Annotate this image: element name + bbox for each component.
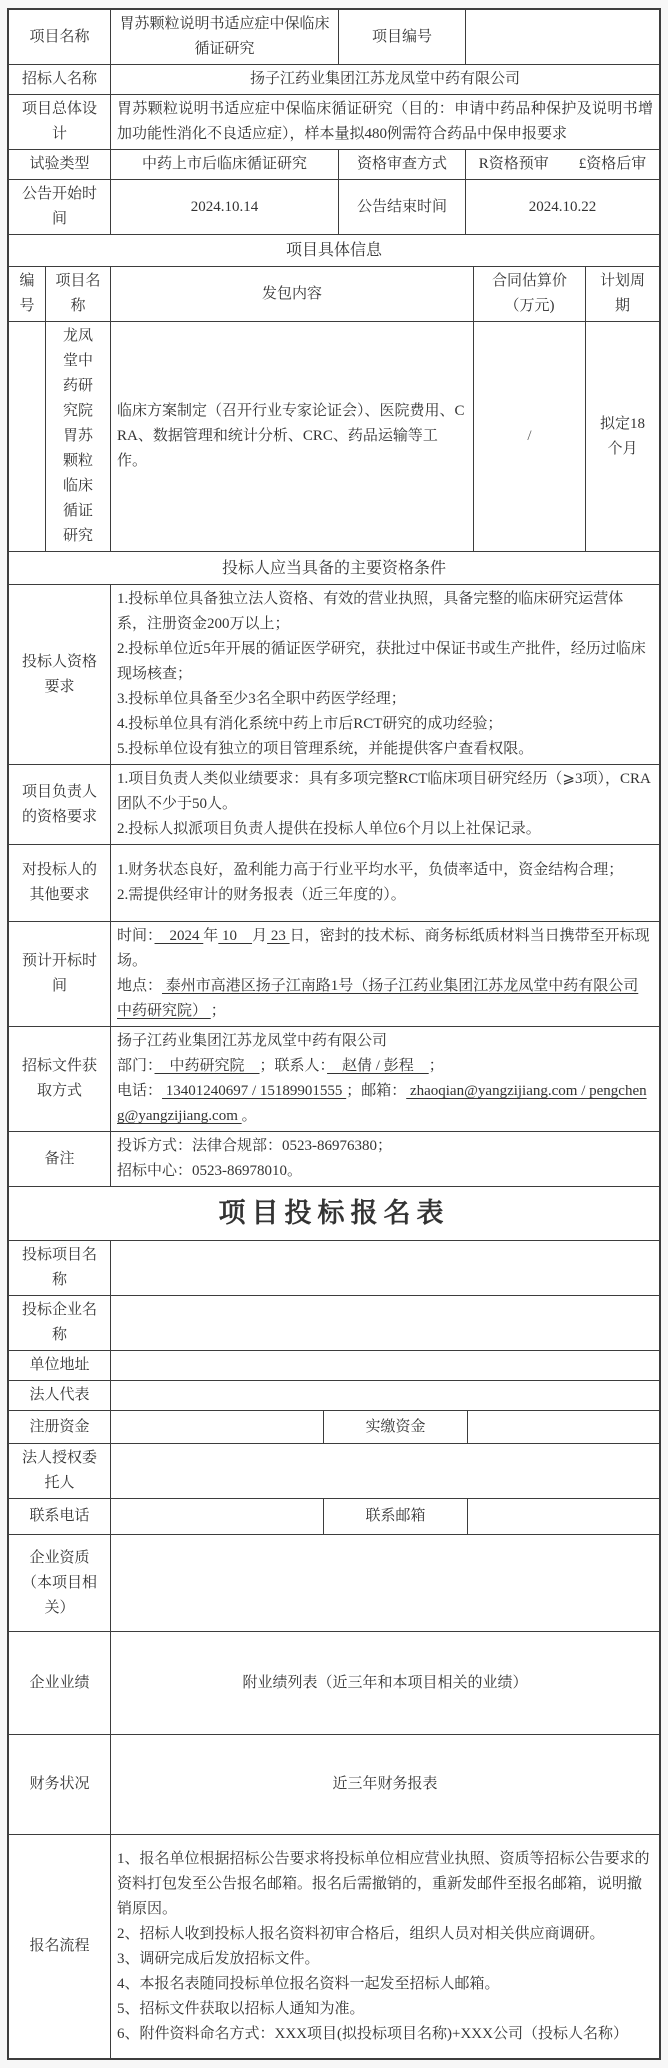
remark-item: 投诉方式：法律合规部：0523-86976380； bbox=[117, 1138, 392, 1154]
row-detail-header bbox=[9, 267, 660, 322]
row-project-name bbox=[9, 10, 660, 65]
qualification-table bbox=[8, 551, 660, 1411]
doc-obtain-contact: 电话： 13401240697 / 15189901555 ；邮箱： zhaoqian@yangzijiang.com / pengcheng@yangzijiang.com 。 bbox=[117, 1083, 647, 1124]
authorized-label: 法人授权委托人 bbox=[9, 1444, 111, 1499]
finance-value: 近三年财务报表 bbox=[111, 1735, 660, 1835]
other-req-label: 对投标人的其他要求 bbox=[9, 845, 111, 922]
process-label: 报名流程 bbox=[9, 1835, 111, 2059]
doc-obtain-label: 招标文件获取方式 bbox=[9, 1027, 111, 1132]
remark-value bbox=[111, 1132, 660, 1187]
design-label: 项目总体设计 bbox=[9, 95, 111, 150]
row-notice-period bbox=[9, 180, 660, 235]
notice-start-value: 2024.10.14 bbox=[111, 180, 339, 235]
row-detail-banner bbox=[9, 235, 660, 267]
project-no-label: 项目编号 bbox=[339, 10, 466, 65]
phone-value bbox=[111, 1499, 324, 1535]
bidder-qual-item: 3.投标单位具备至少3名全职中药医学经理； bbox=[117, 691, 406, 707]
contact-table bbox=[8, 1498, 660, 1535]
row-signup-title bbox=[9, 1187, 660, 1241]
other-req-value bbox=[111, 845, 660, 922]
col-header-price: 合同估算价（万元) bbox=[474, 267, 586, 322]
detail-content: 临床方案制定（召开行业专家论证会）、医院费用、CRA、数据管理和统计分析、CRC、药品运输等工作。 bbox=[111, 322, 474, 552]
company-qualification-label: 企业资质（本项目相关） bbox=[9, 1535, 111, 1632]
detail-no bbox=[9, 322, 46, 552]
row-other-requirements bbox=[9, 845, 660, 922]
doc-obtain-value bbox=[111, 1027, 660, 1132]
row-qual-banner bbox=[9, 552, 660, 585]
bidder-qual-item: 4.投标单位具有消化系统中药上市后RCT研究的成功经验； bbox=[117, 716, 503, 732]
row-bid-company bbox=[9, 1296, 660, 1351]
detail-price: / bbox=[474, 322, 586, 552]
bidder-qual-value bbox=[111, 585, 660, 765]
paid-capital-value bbox=[468, 1411, 660, 1444]
process-item: 5、招标文件获取以招标人通知为准。 bbox=[117, 2000, 365, 2017]
authorized-table bbox=[8, 1443, 660, 1499]
row-process bbox=[9, 1835, 660, 2059]
pm-qual-value bbox=[111, 765, 660, 845]
paid-capital-label: 实缴资金 bbox=[324, 1411, 468, 1444]
tenderer-value: 扬子江药业集团江苏龙凤堂中药有限公司 bbox=[111, 65, 660, 95]
email-label: 联系邮箱 bbox=[324, 1499, 468, 1535]
row-capital bbox=[9, 1411, 660, 1444]
process-item: 3、调研完成后发放招标文件。 bbox=[117, 1950, 320, 1967]
finance-label: 财务状况 bbox=[9, 1735, 111, 1835]
col-header-no: 编号 bbox=[9, 267, 46, 322]
row-doc-obtain bbox=[9, 1027, 660, 1132]
notice-start-label: 公告开始时间 bbox=[9, 180, 111, 235]
qual-banner: 投标人应当具备的主要资格条件 bbox=[9, 552, 660, 585]
remark-label: 备注 bbox=[9, 1132, 111, 1187]
row-bid-project bbox=[9, 1241, 660, 1296]
row-contact bbox=[9, 1499, 660, 1535]
authorized-value bbox=[111, 1444, 660, 1499]
row-legal-rep bbox=[9, 1381, 660, 1411]
bidder-qual-item: 2.投标单位近5年开展的循证医学研究，获批过中保证书或生产批件，经历过临床现场核查； bbox=[117, 641, 646, 682]
email-value bbox=[468, 1499, 660, 1535]
legal-rep-value bbox=[111, 1381, 660, 1411]
bidder-qual-label: 投标人资格要求 bbox=[9, 585, 111, 765]
row-trial-type bbox=[9, 150, 660, 180]
performance-label: 企业业绩 bbox=[9, 1632, 111, 1735]
col-header-name: 项目名称 bbox=[46, 267, 111, 322]
detail-period: 拟定18个月 bbox=[586, 322, 660, 552]
bid-opening-label: 预计开标时间 bbox=[9, 922, 111, 1027]
pm-qual-item: 2.投标人拟派项目负责人提供在投标人单位6个月以上社保记录。 bbox=[117, 821, 541, 837]
doc-obtain-dept: 部门： 中药研究院 ；联系人： 赵倩 / 彭程 ； bbox=[117, 1058, 444, 1074]
project-no-value bbox=[466, 10, 660, 65]
bid-company-label: 投标企业名称 bbox=[9, 1296, 111, 1351]
address-value bbox=[111, 1351, 660, 1381]
project-info-table bbox=[8, 9, 660, 235]
row-design bbox=[9, 95, 660, 150]
performance-value: 附业绩列表（近三年和本项目相关的业绩） bbox=[111, 1632, 660, 1735]
process-item: 1、报名单位根据招标公告要求将投标单位相应营业执照、资质等招标公告要求的资料打包发至公告报名邮箱。报名后需撤销的，重新发邮件至报名邮箱，说明撤销原因。 bbox=[117, 1850, 650, 1917]
row-bidder-qualification bbox=[9, 585, 660, 765]
detail-section-title: 项目具体信息 bbox=[9, 235, 660, 267]
col-header-period: 计划周期 bbox=[586, 267, 660, 322]
legal-rep-label: 法人代表 bbox=[9, 1381, 111, 1411]
project-name-value: 胃苏颗粒说明书适应症中保临床循证研究 bbox=[111, 10, 339, 65]
review-label: 资格审查方式 bbox=[339, 150, 466, 180]
row-detail-data bbox=[9, 322, 660, 552]
remark-item: 招标中心：0523-86978010。 bbox=[117, 1163, 302, 1179]
detail-name: 龙凤堂中药研究院胃苏颗粒临床循证研究 bbox=[46, 322, 111, 552]
process-item: 2、招标人收到投标人报名资料初审合格后，组织人员对相关供应商调研。 bbox=[117, 1925, 605, 1942]
trial-type-value: 中药上市后临床循证研究 bbox=[111, 150, 339, 180]
bid-project-label: 投标项目名称 bbox=[9, 1241, 111, 1296]
bid-opening-time: 时间： 2024 年 10 月 23 日，密封的技术标、商务标纸质材料当日携带至开标现场。 bbox=[117, 928, 650, 969]
design-value: 胃苏颗粒说明书适应症中保临床循证研究（目的：申请中药品种保护及说明书增加功能性消化不良适应症），样本量拟480例需符合药品中保申报要求 bbox=[111, 95, 660, 150]
bidder-qual-item: 5.投标单位设有独立的项目管理系统，并能提供客户查看权限。 bbox=[117, 741, 534, 757]
address-label: 单位地址 bbox=[9, 1351, 111, 1381]
process-item: 6、附件资料命名方式：XXX项目(拟投标项目名称)+XXX公司（投标人名称） bbox=[117, 2025, 628, 2042]
row-finance bbox=[9, 1735, 660, 1835]
other-req-item: 1.财务状态良好，盈利能力高于行业平均水平，负债率适中，资金结构合理； bbox=[117, 862, 624, 878]
process-value bbox=[111, 1835, 660, 2059]
company-profile-table bbox=[8, 1534, 660, 2059]
bid-opening-value bbox=[111, 922, 660, 1027]
other-req-item: 2.需提供经审计的财务报表（近三年度的）。 bbox=[117, 887, 406, 903]
reg-capital-label: 注册资金 bbox=[9, 1411, 111, 1444]
project-detail-table bbox=[8, 234, 660, 552]
company-qualification-value bbox=[111, 1535, 660, 1632]
notice-end-value: 2024.10.22 bbox=[466, 180, 660, 235]
row-authorized bbox=[9, 1444, 660, 1499]
project-name-label: 项目名称 bbox=[9, 10, 111, 65]
row-qualification-docs bbox=[9, 1535, 660, 1632]
row-bid-opening bbox=[9, 922, 660, 1027]
signup-title: 项目投标报名表 bbox=[9, 1187, 660, 1241]
tender-notice-document bbox=[7, 8, 661, 2060]
bid-company-value bbox=[111, 1296, 660, 1351]
bid-project-value bbox=[111, 1241, 660, 1296]
capital-table bbox=[8, 1410, 660, 1444]
row-address bbox=[9, 1351, 660, 1381]
row-pm-qualification bbox=[9, 765, 660, 845]
bidder-qual-item: 1.投标单位具备独立法人资格、有效的营业执照，具备完整的临床研究运营体系，注册资金200万以上； bbox=[117, 591, 624, 632]
row-performance bbox=[9, 1632, 660, 1735]
process-item: 4、本报名表随同投标单位报名资料一起发至招标人邮箱。 bbox=[117, 1975, 500, 1992]
col-header-content: 发包内容 bbox=[111, 267, 474, 322]
doc-obtain-company: 扬子江药业集团江苏龙凤堂中药有限公司 bbox=[117, 1033, 388, 1049]
reg-capital-value bbox=[111, 1411, 324, 1444]
bid-opening-place: 地点： 泰州市高港区扬子江南路1号（扬子江药业集团江苏龙凤堂中药有限公司中药研究院） ； bbox=[117, 978, 639, 1019]
pm-qual-label: 项目负责人的资格要求 bbox=[9, 765, 111, 845]
phone-label: 联系电话 bbox=[9, 1499, 111, 1535]
review-value: R资格预审 £资格后审 bbox=[466, 150, 660, 180]
notice-end-label: 公告结束时间 bbox=[339, 180, 466, 235]
tenderer-label: 招标人名称 bbox=[9, 65, 111, 95]
trial-type-label: 试验类型 bbox=[9, 150, 111, 180]
row-remark bbox=[9, 1132, 660, 1187]
row-tenderer bbox=[9, 65, 660, 95]
pm-qual-item: 1.项目负责人类似业绩要求：具有多项完整RCT临床项目研究经历（⩾3项），CRA团队不少于50人。 bbox=[117, 771, 651, 812]
